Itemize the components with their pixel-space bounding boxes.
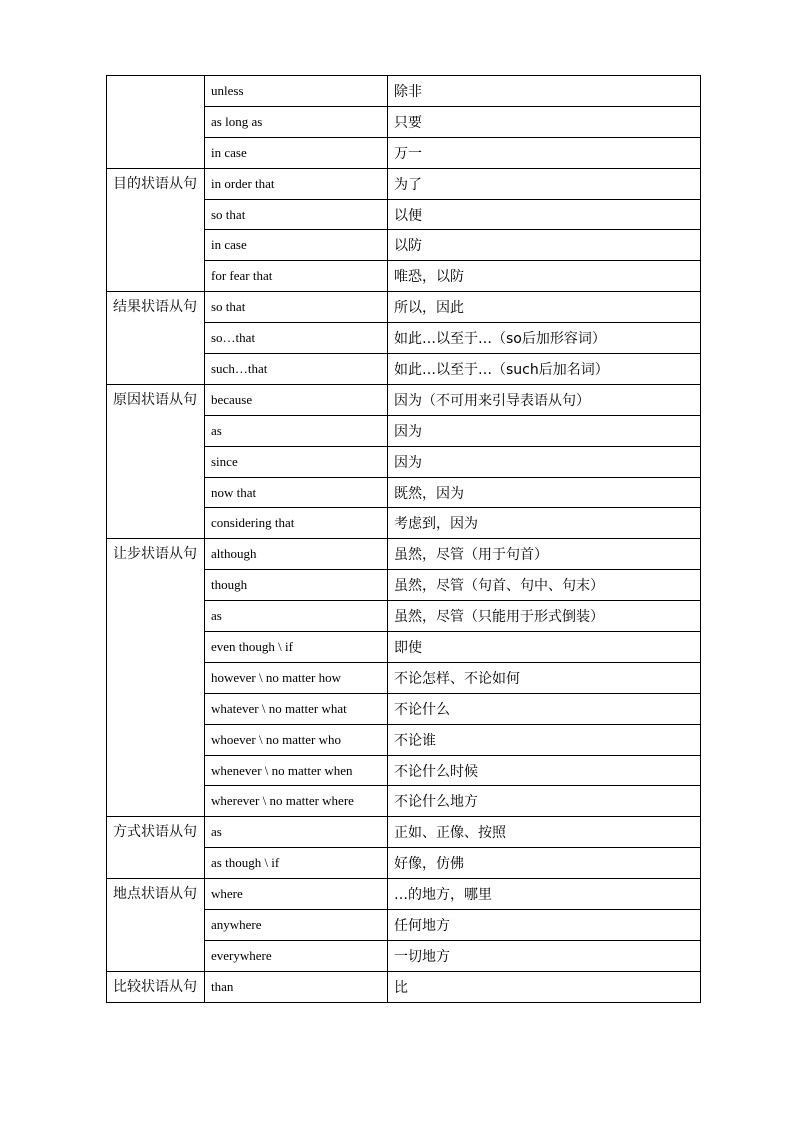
clause-category-cell: 方式状语从句	[107, 817, 205, 879]
conjunction-cell: in order that	[205, 168, 388, 199]
conjunction-cell: because	[205, 384, 388, 415]
conjunction-cell: however \ no matter how	[205, 662, 388, 693]
conjunction-cell: now that	[205, 477, 388, 508]
meaning-cell: 以防	[388, 230, 701, 261]
meaning-cell: 虽然，尽管（只能用于形式倒装）	[388, 601, 701, 632]
meaning-cell: 只要	[388, 106, 701, 137]
clause-category-cell: 原因状语从句	[107, 384, 205, 538]
conjunction-cell: although	[205, 539, 388, 570]
table-row	[107, 539, 701, 570]
clause-category-cell: 目的状语从句	[107, 168, 205, 292]
conjunction-cell: as	[205, 415, 388, 446]
meaning-cell: …的地方，哪里	[388, 879, 701, 910]
clause-category-cell: 比较状语从句	[107, 971, 205, 1002]
meaning-cell: 正如、正像、按照	[388, 817, 701, 848]
table-row	[107, 384, 701, 415]
meaning-cell: 万一	[388, 137, 701, 168]
adverbial-clause-table	[106, 75, 701, 1003]
conjunction-cell: than	[205, 971, 388, 1002]
meaning-cell: 不论什么时候	[388, 755, 701, 786]
meaning-cell: 虽然，尽管（用于句首）	[388, 539, 701, 570]
conjunction-cell: as long as	[205, 106, 388, 137]
conjunction-cell: whenever \ no matter when	[205, 755, 388, 786]
conjunction-cell: anywhere	[205, 910, 388, 941]
meaning-cell: 即使	[388, 632, 701, 663]
conjunction-cell: as though \ if	[205, 848, 388, 879]
clause-category-cell: 结果状语从句	[107, 292, 205, 385]
meaning-cell: 因为	[388, 415, 701, 446]
conjunction-cell: where	[205, 879, 388, 910]
meaning-cell: 一切地方	[388, 940, 701, 971]
meaning-cell: 好像，仿佛	[388, 848, 701, 879]
table-row	[107, 879, 701, 910]
meaning-cell: 因为	[388, 446, 701, 477]
meaning-cell: 除非	[388, 76, 701, 107]
meaning-cell: 如此…以至于…（such后加名词）	[388, 354, 701, 385]
meaning-cell: 任何地方	[388, 910, 701, 941]
meaning-cell: 虽然，尽管（句首、句中、句末）	[388, 570, 701, 601]
table-row	[107, 76, 701, 107]
meaning-cell: 比	[388, 971, 701, 1002]
conjunction-cell: in case	[205, 137, 388, 168]
meaning-cell: 不论什么地方	[388, 786, 701, 817]
conjunction-cell: as	[205, 601, 388, 632]
meaning-cell: 考虑到，因为	[388, 508, 701, 539]
conjunction-cell: so that	[205, 292, 388, 323]
meaning-cell: 因为（不可用来引导表语从句）	[388, 384, 701, 415]
clause-category-cell: 地点状语从句	[107, 879, 205, 972]
meaning-cell: 不论谁	[388, 724, 701, 755]
conjunction-cell: unless	[205, 76, 388, 107]
clause-category-cell: 让步状语从句	[107, 539, 205, 817]
conjunction-cell: as	[205, 817, 388, 848]
conjunction-cell: for fear that	[205, 261, 388, 292]
conjunction-cell: so…that	[205, 323, 388, 354]
meaning-cell: 所以，因此	[388, 292, 701, 323]
table-row	[107, 292, 701, 323]
conjunction-cell: such…that	[205, 354, 388, 385]
table-row	[107, 971, 701, 1002]
table-row	[107, 168, 701, 199]
conjunction-cell: so that	[205, 199, 388, 230]
meaning-cell: 以便	[388, 199, 701, 230]
conjunction-cell: though	[205, 570, 388, 601]
meaning-cell: 为了	[388, 168, 701, 199]
conjunction-cell: whatever \ no matter what	[205, 693, 388, 724]
conjunction-cell: whoever \ no matter who	[205, 724, 388, 755]
conjunction-cell: even though \ if	[205, 632, 388, 663]
conjunction-cell: in case	[205, 230, 388, 261]
table-row	[107, 817, 701, 848]
conjunction-cell: considering that	[205, 508, 388, 539]
conjunction-cell: everywhere	[205, 940, 388, 971]
conjunction-cell: since	[205, 446, 388, 477]
meaning-cell: 不论怎样、不论如何	[388, 662, 701, 693]
clause-category-cell	[107, 76, 205, 169]
meaning-cell: 既然，因为	[388, 477, 701, 508]
meaning-cell: 不论什么	[388, 693, 701, 724]
conjunction-cell: wherever \ no matter where	[205, 786, 388, 817]
meaning-cell: 唯恐，以防	[388, 261, 701, 292]
meaning-cell: 如此…以至于…（so后加形容词）	[388, 323, 701, 354]
